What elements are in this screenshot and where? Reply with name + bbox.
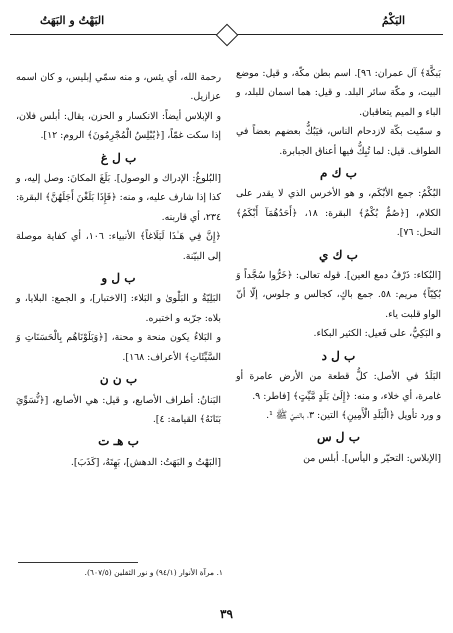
running-header-left: البَهْتُ و البَهَتُ bbox=[40, 14, 105, 27]
left-column bbox=[16, 68, 221, 472]
paragraph: رحمة الله، أي يئس، و منه سمّي إبليس، و كان اسمه عزازيل. bbox=[16, 72, 221, 103]
header-rule-right bbox=[233, 34, 443, 35]
paragraph: [البُكاء: ذَرْفُ دمع العين]. قوله تعالى: ﴿خَرُّوا سُجَّداً وَ بُكِيّاً﴾ مريم: ٥٨. جمع باكٍ، كجالس و جلوس، إلّا أنّ الواو قلبت ياء. bbox=[236, 270, 441, 320]
paragraph: البَنانُ: أطراف الأصابع، و قيل: هي الأصابع، [﴿نُّسَوِّيَ بَنَانَهُ﴾ القيامة: ٤]. bbox=[16, 394, 221, 425]
right-column bbox=[236, 64, 441, 468]
paragraph: البَلَدُ في الأصل: كلُّ قطعة من الأرض عامرة أو غامرة، أي خلاء، و منه: ﴿إِلَىٰ بَلَدٍ مَّيِّتٍ﴾ [فاطر: ٩. bbox=[236, 371, 441, 402]
paragraph: البُكْمُ: جمع الأبْكَم، و هو الأخرس الذي لا يقدر على الكلام، [﴿صُمٌّ بُكْمٌ﴾ البقرة: ١٨، ﴿أَحَدُهُمَآ أَبْكَمُ﴾ النحل: ٧٦]. bbox=[236, 188, 441, 239]
entry-heading: ب ك م bbox=[320, 166, 357, 181]
paragraph: [البَهْتُ و البَهَتُ: الدهش]، بَهِتَهُ، [كَذَبَ]. bbox=[70, 456, 221, 468]
paragraph: و ورد تأويل ﴿الْبَلَدِ الْأَمِينِ﴾ التين: ٣، بالنبيّ ﷺ ¹. bbox=[266, 409, 441, 421]
paragraph: و الإبلاس أيضاً: الانكسار و الحزن، يقال: أبلس فلان، إذا سكت غمّاً، [﴿يُبْلِسُ الْمُجْرِمُونَ﴾ الروم: ١٢]. bbox=[16, 110, 221, 142]
paragraph: البَلِيّةُ و البَلْوىٰ و البَلاء: [الاختبار]، و الجمع: البلايا، و بلاه: جرّبه و اختبره. bbox=[16, 293, 221, 324]
diamond-ornament-icon bbox=[216, 24, 239, 47]
entry-heading: ب ن ن bbox=[99, 372, 138, 387]
page-number: ٣٩ bbox=[220, 607, 233, 621]
page-header bbox=[0, 0, 453, 48]
entry-heading: ب ل و bbox=[101, 271, 136, 286]
paragraph: ﴿إِنَّ فِي هَـٰذَا لَبَلَاغاً﴾ الأنبياء: ١٠٦، أي كفاية موصلة إلى البيّنة. bbox=[16, 231, 221, 262]
header-rule-left bbox=[10, 34, 221, 35]
paragraph: و سمّيت بكّة لازدحام الناس، فيَبُكُّ بعضهم بعضاً في الطواف. قيل: لما تُبِكُّ فيها أعناق الجبابرة. bbox=[236, 126, 441, 157]
entry-heading: ب ك ي bbox=[319, 247, 358, 262]
paragraph: و البَلاءُ يكون منحة و محنة، [﴿وَبَلَوْنَاهُم بِالْحَسَنَاتِ وَ السَّيِّئَاتِ﴾ الأعراف: ١٦٨]. bbox=[16, 332, 221, 363]
entry-heading: ب ل غ bbox=[100, 150, 137, 165]
paragraph: [البُلوغُ: الإدراك و الوصول]. بَلَغَ المكانَ: وصل إليه، و كذا إذا شارف عليه، و منه: ﴿فَإِذَا بَلَغْنَ أَجَلَهُنَّ﴾ البقرة: ٢٣٤، أي قاربنه. bbox=[15, 173, 221, 223]
entry-heading: ب ل د bbox=[321, 348, 356, 363]
footnote-rule bbox=[18, 562, 138, 563]
footnote: ١. مرآة الأنوار (٩٤/١) و نور الثقلين (٦٠٧/٥). bbox=[84, 568, 223, 577]
entry-heading: ب هـ ت bbox=[98, 434, 139, 449]
running-header-right: البَكْمُ bbox=[381, 14, 405, 27]
paragraph: [الإبلاس: التحيّر و اليأس]. أبلس من bbox=[303, 452, 441, 464]
entry-heading: ب ل س bbox=[316, 430, 361, 445]
paragraph: و البَكِيُّ، على فَعيل: الكثير البكاء. bbox=[313, 328, 441, 340]
paragraph: بَبكَّةَ﴾ آل عمران: ٩٦]. اسم بطن مكّة، و قيل: موضع البيت، و مكّة سائر البلد. و قيل: هما اسمان للبلد، و الباء و الميم يتعاقبان. bbox=[236, 68, 441, 118]
